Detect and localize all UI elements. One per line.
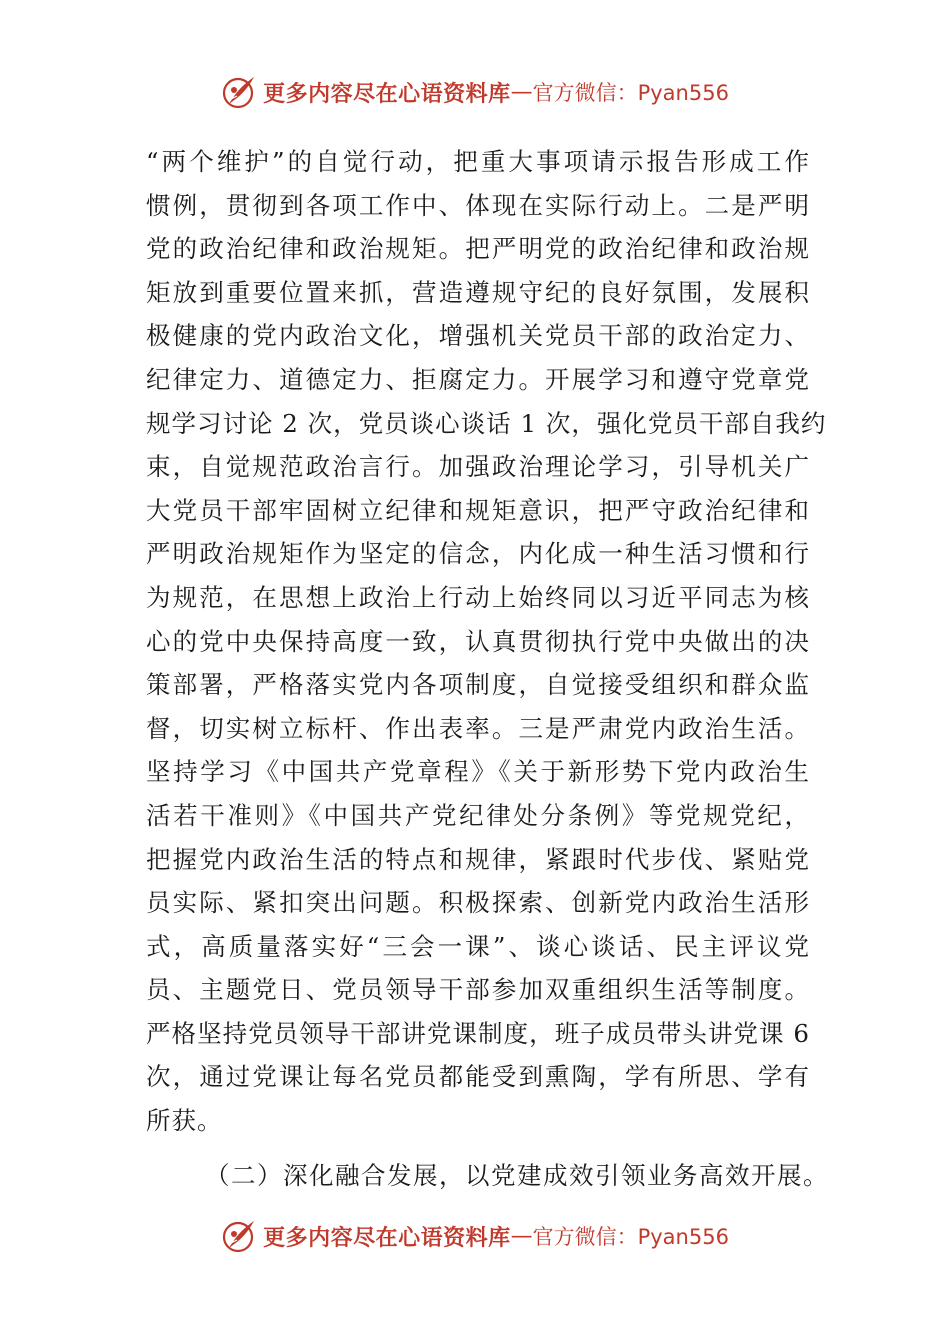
text-line: 活若干准则》《中国共产党纪律处分条例》等党规党纪， (146, 800, 810, 830)
banner-separator: — (510, 79, 533, 105)
text-line: “两个维护”的自觉行动，把重大事项请示报告形成工作 (146, 147, 810, 176)
banner-wechat-text: 官方微信：Pyan556 (532, 81, 729, 105)
text-line: 式，高质量落实好“三会一课”、谈心谈话、民主评议党 (146, 931, 810, 961)
body-text (146, 140, 827, 1143)
section-heading: （二）深化融合发展，以党建成效引领业务高效开展。 (205, 1161, 829, 1190)
text-line: 严格坚持党员领导干部讲党课制度，班子成员带头讲党课 6 (146, 1018, 810, 1048)
text-line: 惯例，贯彻到各项工作中、体现在实际行动上。二是严明 (146, 190, 810, 220)
quill-logo-icon (221, 74, 257, 110)
text-line: 策部署，严格落实党内各项制度，自觉接受组织和群众监 (146, 670, 810, 700)
header-watermark-banner (0, 70, 950, 114)
quill-logo-icon (221, 1218, 257, 1254)
banner-separator: — (510, 1223, 533, 1249)
text-line: 党的政治纪律和政治规矩。把严明党的政治纪律和政治规 (146, 234, 810, 264)
text-line: 把握党内政治生活的特点和规律，紧跟时代步伐、紧贴党 (146, 844, 810, 874)
text-line: 坚持学习《中国共产党章程》《关于新形势下党内政治生 (146, 757, 810, 787)
text-line: 束，自觉规范政治言行。加强政治理论学习，引导机关广 (146, 452, 810, 482)
banner-wechat-text: 官方微信：Pyan556 (532, 1225, 729, 1249)
text-line: 纪律定力、道德定力、拒腐定力。开展学习和遵守党章党 (146, 364, 810, 394)
text-line: 为规范，在思想上政治上行动上始终同以习近平同志为核 (146, 582, 810, 612)
text-line: 大党员干部牢固树立纪律和规矩意识，把严守政治纪律和 (146, 495, 810, 525)
text-line: 员实际、紧扣突出问题。积极探索、创新党内政治生活形 (146, 888, 810, 918)
text-line: 矩放到重要位置来抓，营造遵规守纪的良好氛围，发展积 (146, 277, 810, 307)
text-line: 次，通过党课让每名党员都能受到熏陶，学有所思、学有 (146, 1062, 810, 1092)
text-line: 严明政治规矩作为坚定的信念，内化成一种生活习惯和行 (146, 539, 810, 569)
text-line: 心的党中央保持高度一致，认真贯彻执行党中央做出的决 (146, 626, 810, 656)
text-line: 督，切实树立标杆、作出表率。三是严肃党内政治生活。 (146, 713, 810, 743)
text-line: 员、主题党日、党员领导干部参加双重组织生活等制度。 (146, 975, 810, 1005)
footer-watermark-banner (0, 1214, 950, 1258)
text-line: 规学习讨论 2 次，党员谈心谈话 1 次，强化党员干部自我约 (146, 408, 827, 438)
text-line: 所获。 (146, 1106, 223, 1136)
text-line: 极健康的党内政治文化，增强机关党员干部的政治定力、 (146, 321, 810, 351)
banner-site-text: 更多内容尽在心语资料库 (263, 80, 511, 107)
banner-site-text: 更多内容尽在心语资料库 (263, 1224, 511, 1251)
